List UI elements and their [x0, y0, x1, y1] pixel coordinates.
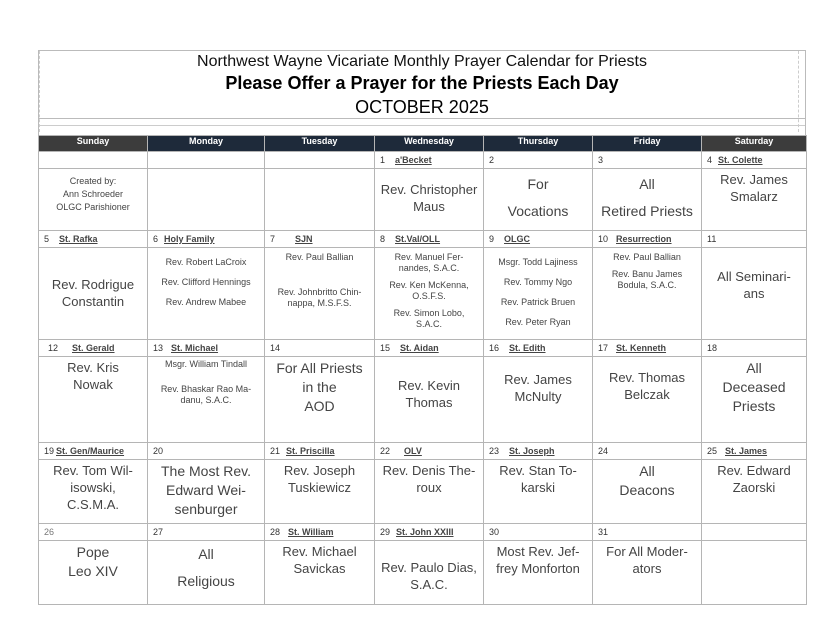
day-number-cell: 30	[484, 524, 593, 541]
day-empty	[148, 169, 265, 231]
day-prayer-text: For All Moder- ators	[593, 541, 702, 605]
day-number-cell: 20	[148, 443, 265, 460]
day-empty	[39, 152, 148, 169]
week-1-body-row	[39, 169, 807, 231]
week-3-number-row	[39, 340, 807, 357]
day-prayer-text: The Most Rev. Edward Wei- senburger	[148, 460, 265, 524]
weekday-tuesday: Tuesday	[265, 136, 375, 152]
credit-cell: Created by: Ann Schroeder OLGC Parishioner	[39, 169, 148, 231]
week-1-number-row	[39, 152, 807, 169]
day-number-cell: 15 St. Aidan	[375, 340, 484, 357]
day-number-cell: 11	[702, 231, 807, 248]
day-prayer-text: All Deceased Priests	[702, 357, 807, 443]
day-prayer-text: All Seminari- ans	[702, 248, 807, 340]
weekday-header-row	[39, 136, 807, 152]
day-number-cell: 23 St. Joseph	[484, 443, 593, 460]
day-prayer-text: Rev. Edward Zaorski	[702, 460, 807, 524]
day-number-cell: 25 St. James	[702, 443, 807, 460]
day-number-cell: 27	[148, 524, 265, 541]
day-prayer-text: Rev. James McNulty	[484, 357, 593, 443]
day-number-cell: 9 OLGC	[484, 231, 593, 248]
day-prayer-text: All Deacons	[593, 460, 702, 524]
day-prayer-text: Msgr. William Tindall Rev. Bhaskar Rao Ma- danu, S.A.C.	[148, 357, 265, 443]
day-prayer-text: Rev. Rodrigue Constantin	[39, 248, 148, 340]
day-prayer-text: For All Priests in the AOD	[265, 357, 375, 443]
day-prayer-text: Rev. Paul Ballian Rev. Banu James Bodula, S.A.C.	[593, 248, 702, 340]
day-prayer-text: Msgr. Todd Lajiness Rev. Tommy Ngo Rev. Patrick Bruen Rev. Peter Ryan	[484, 248, 593, 340]
day-number-cell: 8 St.Val/OLL	[375, 231, 484, 248]
day-prayer-text: Rev. Christopher Maus	[375, 169, 484, 231]
day-number-cell: 26	[39, 524, 148, 541]
day-number-cell: 17 St. Kenneth	[593, 340, 702, 357]
day-number-cell: 14	[265, 340, 375, 357]
calendar-page	[38, 50, 806, 610]
week-2-body-row	[39, 248, 807, 340]
day-prayer-text: Rev. Manuel Fer- nandes, S.A.C. Rev. Ken McKenna, O.S.F.S. Rev. Simon Lobo, S.A.C.	[375, 248, 484, 340]
day-number-cell: 2	[484, 152, 593, 169]
day-number-cell: 31	[593, 524, 702, 541]
day-prayer-text: Rev. Joseph Tuskiewicz	[265, 460, 375, 524]
day-prayer-text: Rev. Kevin Thomas	[375, 357, 484, 443]
day-prayer-text: Rev. Tom Wil- isowski, C.S.M.A.	[39, 460, 148, 524]
day-prayer-text: All Religious	[148, 541, 265, 605]
day-number-cell: 28 St. William	[265, 524, 375, 541]
day-number-cell: 22 OLV	[375, 443, 484, 460]
weekday-friday: Friday	[593, 136, 702, 152]
day-prayer-text: Most Rev. Jef- frey Monforton	[484, 541, 593, 605]
day-number-cell: 6 Holy Family	[148, 231, 265, 248]
day-empty	[702, 541, 807, 605]
week-3-body-row	[39, 357, 807, 443]
day-prayer-text: Rev. Michael Savickas	[265, 541, 375, 605]
day-empty	[148, 152, 265, 169]
day-prayer-text: All Retired Priests	[593, 169, 702, 231]
day-prayer-text: Rev. Stan To- karski	[484, 460, 593, 524]
day-number-cell: 1 a'Becket	[375, 152, 484, 169]
day-number-cell: 18	[702, 340, 807, 357]
day-empty	[265, 169, 375, 231]
day-prayer-text: Rev. James Smalarz	[702, 169, 807, 231]
weekday-monday: Monday	[148, 136, 265, 152]
day-number-cell: 13 St. Michael	[148, 340, 265, 357]
day-prayer-text: Rev. Paul Ballian Rev. Johnbritto Chin- nappa, M.S.F.S.	[265, 248, 375, 340]
day-prayer-text: Pope Leo XIV	[39, 541, 148, 605]
week-4-body-row	[39, 460, 807, 524]
header-gap	[38, 118, 806, 136]
weekday-wednesday: Wednesday	[375, 136, 484, 152]
day-prayer-text: Rev. Denis The- roux	[375, 460, 484, 524]
week-2-number-row	[39, 231, 807, 248]
day-number-cell: 3	[593, 152, 702, 169]
day-number-cell: 10 Resurrection	[593, 231, 702, 248]
day-number-cell: 24	[593, 443, 702, 460]
weekday-saturday: Saturday	[702, 136, 807, 152]
vicariate-title: Northwest Wayne Vicariate Monthly Prayer Calendar for Priests	[197, 53, 647, 70]
weekday-thursday: Thursday	[484, 136, 593, 152]
day-prayer-text: Rev. Paulo Dias, S.A.C.	[375, 541, 484, 605]
day-number-cell: 21 St. Priscilla	[265, 443, 375, 460]
day-number-cell: 4 St. Colette	[702, 152, 807, 169]
day-empty	[702, 524, 807, 541]
day-number-cell: 16 St. Edith	[484, 340, 593, 357]
week-4-number-row	[39, 443, 807, 460]
week-5-number-row	[39, 524, 807, 541]
day-prayer-text: Rev. Kris Nowak	[39, 357, 148, 443]
day-number-cell: 19 St. Gen/Maurice	[39, 443, 148, 460]
prayer-heading: Please Offer a Prayer for the Priests Each Day	[225, 73, 619, 93]
day-prayer-text: Rev. Robert LaCroix Rev. Clifford Hennings Rev. Andrew Mabee	[148, 248, 265, 340]
month-title: OCTOBER 2025	[355, 97, 489, 117]
week-5-body-row	[39, 541, 807, 605]
day-prayer-text: For Vocations	[484, 169, 593, 231]
day-number-cell: 12 St. Gerald	[39, 340, 148, 357]
calendar-grid	[38, 135, 807, 605]
day-empty	[265, 152, 375, 169]
day-number-cell: 29 St. John XXIII	[375, 524, 484, 541]
day-number-cell: 5 St. Rafka	[39, 231, 148, 248]
day-number-cell: 7 SJN	[265, 231, 375, 248]
weekday-sunday: Sunday	[39, 136, 148, 152]
day-prayer-text: Rev. Thomas Belczak	[593, 357, 702, 443]
